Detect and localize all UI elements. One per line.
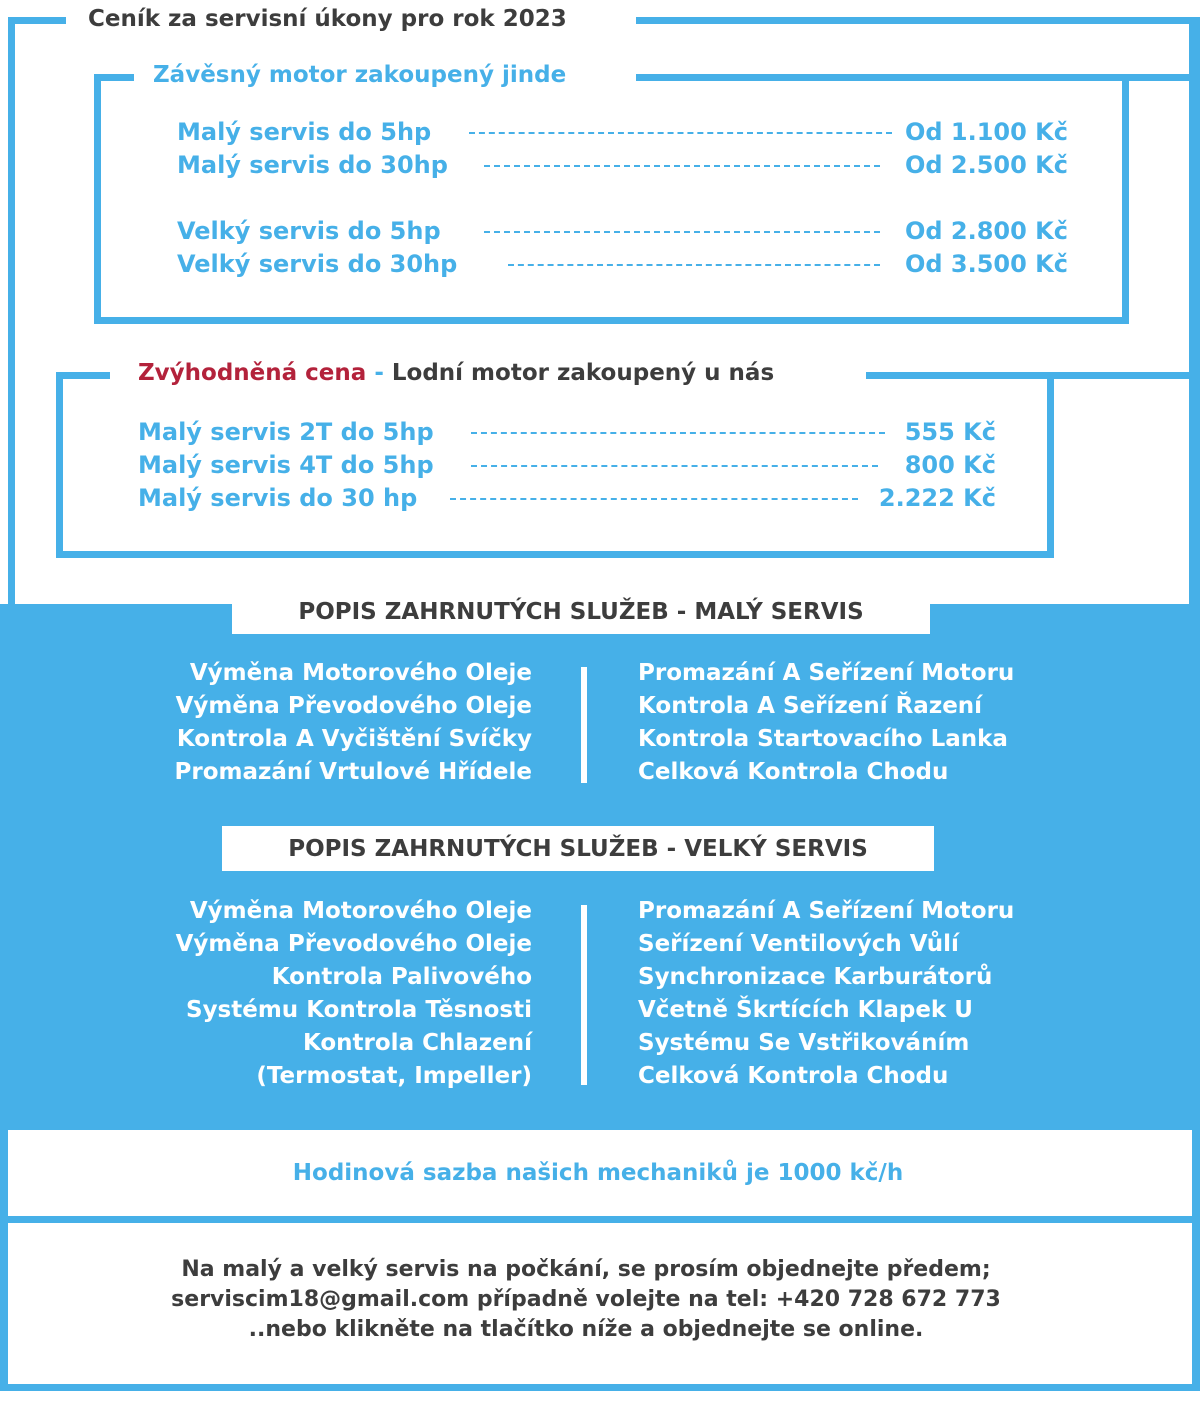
footer-box-right	[1192, 1220, 1200, 1391]
price-row-label: Malý servis do 30 hp	[138, 484, 418, 512]
section2-frame-right	[1047, 372, 1054, 558]
small-service-right-list	[638, 657, 1158, 789]
outer-frame-top-right	[636, 17, 1200, 24]
list-item: Promazání A Seřízení Motoru	[638, 660, 1015, 686]
list-item: Synchronizace Karburátorů	[638, 964, 993, 990]
footer-line: ..nebo klikněte na tlačítko níže a objednejte se online.	[248, 1317, 924, 1342]
section2-frame-top-right	[866, 372, 1200, 379]
outer-frame-left	[8, 17, 15, 610]
list-item: Systému Se Vstřikováním	[638, 1030, 970, 1056]
price-row	[138, 451, 996, 483]
title-separator: -	[366, 360, 392, 386]
section1-frame-top-right	[636, 74, 1200, 81]
list-item: Výměna Motorového Oleje	[189, 660, 532, 686]
big-service-left-list	[60, 895, 532, 1093]
list-item: Výměna Motorového Oleje	[189, 898, 532, 924]
list-item: Celková Kontrola Chodu	[638, 1063, 949, 1089]
footer-line: Na malý a velký servis na počkání, se prosím objednejte předem;	[181, 1257, 991, 1282]
discount-highlight: Zvýhodněná cena	[138, 360, 367, 386]
list-item: (Termostat, Impeller)	[256, 1063, 532, 1089]
dot-leader	[471, 432, 885, 434]
section2-frame-top-left	[56, 372, 110, 379]
list-item: Promazání A Seřízení Motoru	[638, 898, 1015, 924]
dot-leader	[508, 264, 880, 266]
price-row-label: Malý servis do 30hp	[177, 151, 448, 179]
big-service-right-list	[638, 895, 1158, 1093]
outer-frame-top-left	[8, 17, 66, 24]
price-row-value: Od 2.800 Kč	[904, 217, 1068, 245]
price-row	[177, 151, 1068, 183]
column-divider	[581, 905, 587, 1085]
price-row-label: Velký servis do 30hp	[177, 250, 458, 278]
section2-title-text: Lodní motor zakoupený u nás	[391, 360, 775, 386]
list-item: Kontrola A Vyčištění Svíčky	[176, 726, 532, 752]
section1-frame-right	[1122, 74, 1129, 324]
price-row	[138, 418, 996, 450]
list-item: Systému Kontrola Těsnosti	[186, 997, 532, 1023]
page-title: Ceník za servisní úkony pro rok 2023	[88, 6, 567, 32]
small-service-left-list	[60, 657, 532, 789]
price-row	[177, 217, 1068, 249]
section1-frame-left	[94, 74, 101, 324]
footer-box-bottom	[0, 1384, 1200, 1391]
footer-line: serviscim18@gmail.com případně volejte na tel: +420 728 672 773	[171, 1287, 1001, 1312]
list-item: Seřízení Ventilových Vůlí	[638, 931, 959, 957]
rate-box-bottom	[0, 1216, 1200, 1223]
dot-leader	[484, 231, 880, 233]
dot-leader	[484, 165, 880, 167]
section2-frame-left	[56, 372, 63, 558]
list-item: Kontrola Chlazení	[302, 1030, 532, 1056]
list-item: Včetně Škrtících Klapek U	[638, 997, 973, 1023]
column-divider	[581, 667, 587, 783]
price-row-value: 2.222 Kč	[878, 484, 996, 512]
list-item: Výměna Převodového Oleje	[175, 931, 532, 957]
price-row-label: Malý servis 2T do 5hp	[138, 418, 434, 446]
price-row-value: Od 3.500 Kč	[904, 250, 1068, 278]
price-row-value: 800 Kč	[904, 451, 996, 479]
price-row-label: Malý servis 4T do 5hp	[138, 451, 434, 479]
section2-frame-bottom	[56, 551, 1054, 558]
footer-note	[0, 1255, 1186, 1345]
price-row	[177, 118, 1068, 150]
list-item: Promazání Vrtulové Hřídele	[174, 759, 532, 785]
list-item: Kontrola A Seřízení Řazení	[638, 693, 983, 719]
dot-leader	[471, 465, 878, 467]
price-row-label: Velký servis do 5hp	[177, 217, 441, 245]
list-item: Výměna Převodového Oleje	[175, 693, 532, 719]
price-row-value: Od 1.100 Kč	[904, 118, 1068, 146]
big-service-heading: POPIS ZAHRNUTÝCH SLUŽEB - VELKÝ SERVIS	[222, 826, 934, 871]
small-service-heading: POPIS ZAHRNUTÝCH SLUŽEB - MALÝ SERVIS	[232, 589, 930, 634]
dot-leader	[469, 132, 892, 134]
price-row	[177, 250, 1068, 282]
section2-title	[138, 360, 774, 386]
price-row-value: 555 Kč	[904, 418, 996, 446]
list-item: Celková Kontrola Chodu	[638, 759, 949, 785]
outer-frame-right	[1189, 17, 1200, 610]
section1-title: Závěsný motor zakoupený jinde	[153, 62, 567, 88]
hourly-rate-text: Hodinová sazba našich mechaniků je 1000 kč/h	[292, 1160, 904, 1186]
price-row-value: Od 2.500 Kč	[904, 151, 1068, 179]
list-item: Kontrola Palivového	[271, 964, 532, 990]
list-item: Kontrola Startovacího Lanka	[638, 726, 1008, 752]
section1-frame-bottom	[94, 317, 1129, 324]
price-row	[138, 484, 996, 516]
price-row-label: Malý servis do 5hp	[177, 118, 432, 146]
dot-leader	[450, 498, 858, 500]
